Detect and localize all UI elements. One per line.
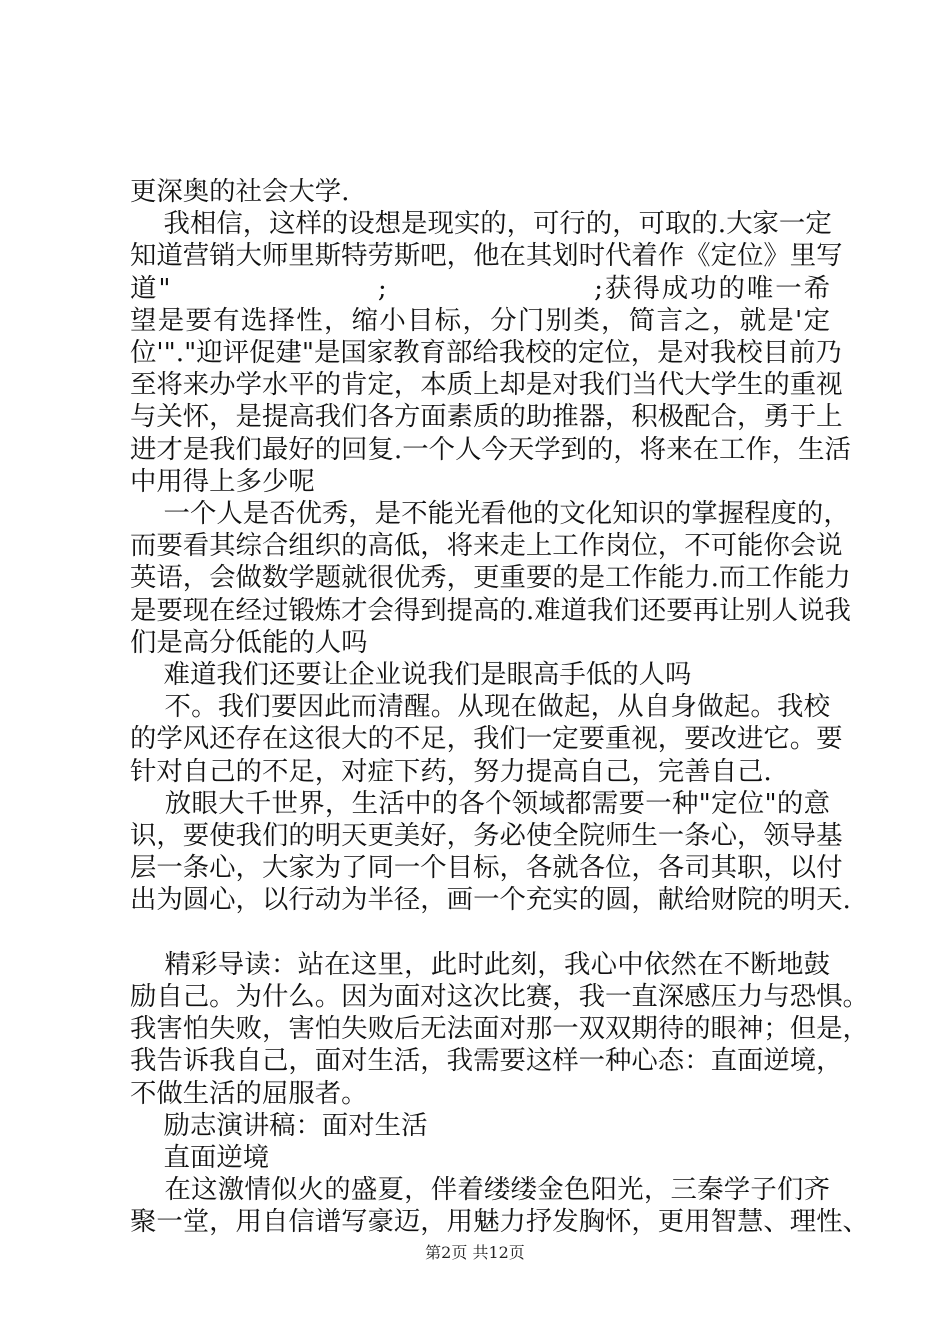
text-line: 放眼大千世界，生活中的各个领域都需要一种"定位"的意: [130, 787, 830, 819]
text-line: 位'"."迎评促建"是国家教育部给我校的定位，是对我校目前乃: [130, 337, 842, 368]
text-line: 针对自己的不足，对症下药，努力提高自己，完善自己.: [130, 755, 772, 787]
text-line: 的学风还存在这很大的不足，我们一定要重视，要改进它。要: [130, 723, 843, 755]
text-line: 聚一堂，用自信谱写豪迈，用魅力抒发胸怀，更用智慧、理性、: [130, 1206, 869, 1238]
text-line: 更深奥的社会大学.: [130, 176, 350, 207]
text-line: 进才是我们最好的回复.一个人今天学到的，将来在工作，生活: [130, 433, 851, 465]
text-line: 我告诉我自己，面对生活，我需要这样一种心态：直面逆境，: [130, 1045, 843, 1077]
text-line: 知道营销大师里斯特劳斯吧，他在其划时代着作《定位》里写: [130, 240, 843, 272]
text-line: 们是高分低能的人吗: [130, 626, 368, 658]
text-line: 一个人是否优秀，是不能光看他的文化知识的掌握程度的，: [130, 498, 850, 529]
text-line: 不。我们要因此而清醒。从现在做起，从自身做起。我校: [130, 691, 830, 723]
text-line: 是要现在经过锻炼才会得到提高的.难道我们还要再让别人说我: [130, 594, 851, 626]
text-line: 励志演讲稿：面对生活: [130, 1109, 428, 1141]
text-line: 难道我们还要让企业说我们是眼高手低的人吗: [130, 659, 692, 690]
text-line: 我害怕失败，害怕失败后无法面对那一双双期待的眼神；但是，: [130, 1013, 869, 1045]
text-line: 层一条心，大家为了同一个目标，各就各位，各司其职，以付: [130, 852, 843, 884]
text-line: 不做生活的屈服者。: [130, 1077, 368, 1109]
text-line: 至将来办学水平的肯定，本质上却是对我们当代大学生的重视: [130, 369, 843, 401]
text-line: 励自己。为什么。因为面对这次比赛，我一直深感压力与恐惧。: [130, 981, 869, 1012]
text-line: 在这激情似火的盛夏，伴着缕缕金色阳光，三秦学子们齐: [130, 1174, 830, 1206]
text-line: 望是要有选择性，缩小目标，分门别类，简言之，就是'定: [130, 304, 830, 336]
text-line: 中用得上多少呢: [130, 465, 315, 497]
text-line: 直面逆境: [130, 1142, 270, 1173]
text-line: 出为圆心，以行动为半径，画一个充实的圆，献给财院的明天.: [130, 884, 851, 916]
text-line: 精彩导读：站在这里，此时此刻，我心中依然在不断地鼓: [130, 948, 830, 980]
page-footer: 第2页 共12页: [425, 1243, 525, 1262]
text-line: 我相信，这样的设想是现实的，可行的，可取的.大家一定: [130, 208, 832, 240]
text-line: 与关怀，是提高我们各方面素质的助推器，积极配合，勇于上: [130, 401, 843, 433]
text-line: 英语，会做数学题就很优秀，更重要的是工作能力.而工作能力: [130, 562, 851, 594]
text-line: 识，要使我们的明天更美好，务必使全院师生一条心，领导基: [130, 820, 843, 851]
text-line: 而要看其综合组织的高低，将来走上工作岗位，不可能你会说: [130, 530, 843, 562]
text-line: 道" ; ;获得成功的唯一希: [130, 272, 830, 304]
